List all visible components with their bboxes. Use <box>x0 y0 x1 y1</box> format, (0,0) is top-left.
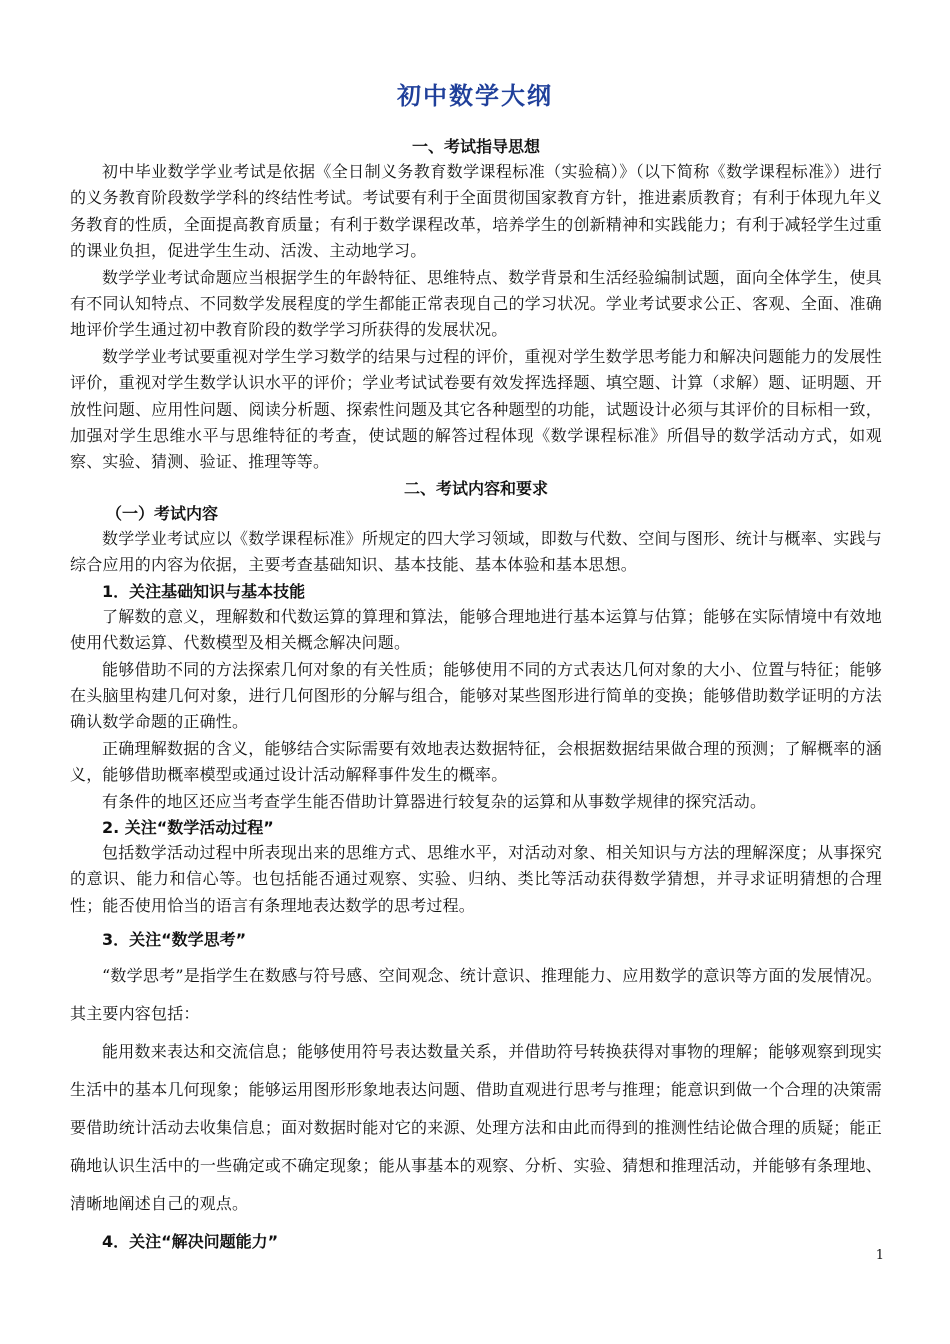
paragraph: 能够借助不同的方法探索几何对象的有关性质；能够使用不同的方式表达几何对象的大小、位置与特征；能够在头脑里构建几何对象，进行几何图形的分解与组合，能够对某些图形进行简单的变换；能够借助数学证明的方法确认数学命题的正确性。 <box>70 659 882 732</box>
page-title: 初中数学大纲 <box>397 82 553 110</box>
item-heading-1: 1．关注基础知识与基本技能 <box>102 581 306 601</box>
paragraph: 初中毕业数学学业考试是依据《全日制义务教育数学课程标准（实验稿）》（以下简称《数学课程标准》）进行的义务教育阶段数学学科的终结性考试。考试要有利于全面贯彻国家教育方针，推进素质教育；有利于体现九年义务教育的性质，全面提高教育质量；有利于数学课程改革，培养学生的创新精神和实践能力；有利于减轻学生过重的课业负担，促进学生生动、活泼、主动地学习。 <box>70 162 882 261</box>
paragraph: 能用数来表达和交流信息；能够使用符号表达数量关系，并借助符号转换获得对事物的理解；能够观察到现实生活中的基本几何现象；能够运用图形形象地表达问题、借助直观进行思考与推理；能意识到做一个合理的决策需要借助统计活动去收集信息；面对数据时能对它的来源、处理方法和由此而得到的推测性结论做合理的质疑；能正确地认识生活中的一些确定或不确定现象；能从事基本的观察、分析、实验、猜想和推理活动，并能够有条理地、清晰地阐述自己的观点。 <box>70 1042 882 1214</box>
paragraph: 包括数学活动过程中所表现出来的思维方式、思维水平，对活动对象、相关知识与方法的理解深度；从事探究的意识、能力和信心等。也包括能否通过观察、实验、归纳、类比等活动获得数学猜想，并寻求证明猜想的合理性；能否使用恰当的语言有条理地表达数学的思考过程。 <box>70 842 882 915</box>
item-heading-4: 4．关注“解决问题能力” <box>102 1232 279 1252</box>
page-number: 1 <box>875 1248 884 1263</box>
paragraph: 数学学业考试要重视对学生学习数学的结果与过程的评价，重视对学生数学思考能力和解决问题能力的发展性评价，重视对学生数学认识水平的评价；学业考试试卷要有效发挥选择题、填空题、计算（求解）题、证明题、开放性问题、应用性问题、阅读分析题、探索性问题及其它各种题型的功能，试题设计必须与其评价的目标相一致，加强对学生思维水平与思维特征的考查，使试题的解答过程体现《数学课程标准》所倡导的数学活动方式，如观察、实验、猜测、验证、推理等等。 <box>70 346 882 472</box>
paragraph: 正确理解数据的含义，能够结合实际需要有效地表达数据特征，会根据数据结果做合理的预测；了解概率的涵义，能够借助概率模型或通过设计活动解释事件发生的概率。 <box>70 738 882 785</box>
section-heading-1: 一、考试指导思想 <box>411 137 540 156</box>
document-body <box>70 134 882 1257</box>
paragraph: “数学思考”是指学生在数感与符号感、空间观念、统计意识、推理能力、应用数学的意识等方面的发展情况。其主要内容包括： <box>70 966 882 1024</box>
paragraph: 数学学业考试命题应当根据学生的年龄特征、思维特点、数学背景和生活经验编制试题，面向全体学生，使具有不同认知特点、不同数学发展程度的学生都能正常表现自己的学习状况。学业考试要求公正、客观、全面、准确地评价学生通过初中教育阶段的数学学习所获得的发展状况。 <box>70 267 882 340</box>
section-heading-2: 二、考试内容和要求 <box>403 478 548 498</box>
item-heading-2: 2. 关注“数学活动过程” <box>102 817 274 837</box>
paragraph: 了解数的意义，理解数和代数运算的算理和算法，能够合理地进行基本运算与估算；能够在实际情境中有效地使用代数运算、代数模型及相关概念解决问题。 <box>70 606 882 653</box>
subsection-heading: （一）考试内容 <box>106 503 219 523</box>
paragraph: 有条件的地区还应当考查学生能否借助计算器进行较复杂的运算和从事数学规律的探究活动。 <box>102 791 767 811</box>
item-heading-3: 3．关注“数学思考” <box>102 930 247 950</box>
paragraph: 数学学业考试应以《数学课程标准》所规定的四大学习领域，即数与代数、空间与图形、统计与概率、实践与综合应用的内容为依据，主要考查基础知识、基本技能、基本体验和基本思想。 <box>70 528 882 575</box>
